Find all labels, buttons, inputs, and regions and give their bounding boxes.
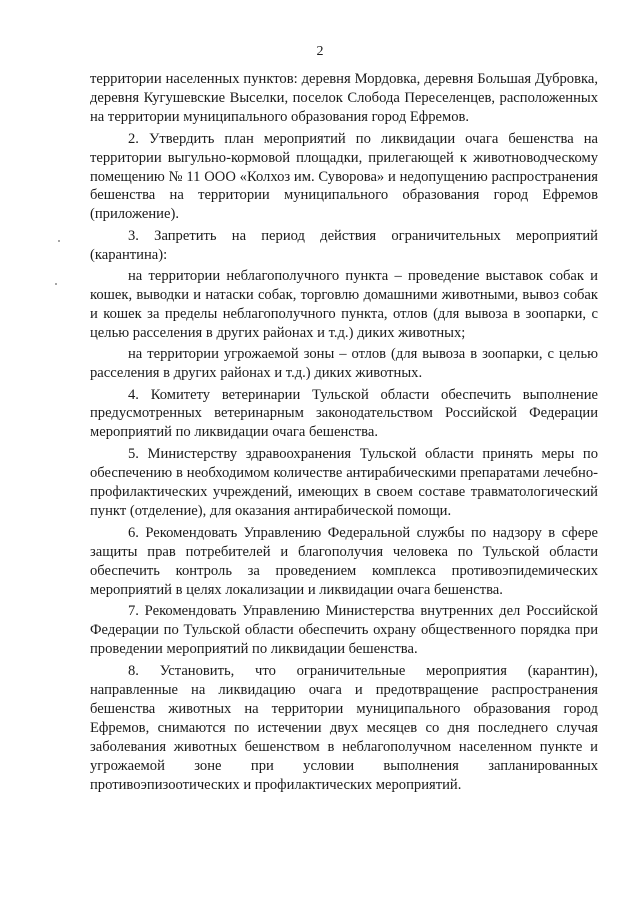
paragraph-item-3: 3. Запретить на период действия ограничительных мероприятий (карантина):: [90, 228, 598, 264]
paragraph-item-2: 2. Утвердить план мероприятий по ликвидации очага бешенства на территории выгульно-кормовой площадки, прилегающей к животноводческому помещению № 11 ООО «Колхоз им. Суворова» и недопущению распространения бешенства на территории муниципального образования город Ефремов (приложение).: [90, 130, 598, 223]
scan-speck: [58, 240, 60, 242]
paragraph-item-4: 4. Комитету ветеринарии Тульской области обеспечить выполнение предусмотренных ветеринарным законодательством Российской Федерации мероприятий по ликвидации очага бешенства.: [90, 386, 598, 441]
paragraph-continuation: территории населенных пунктов: деревня Мордовка, деревня Большая Дубровка, деревня Кугушевские Выселки, поселок Слобода Переселенцев, расположенных на территории муниципального образования город Ефремов.: [90, 71, 598, 125]
paragraph-item-3-affected-point: на территории неблагополучного пункта – проведение выставок собак и кошек, выводки и натаски собак, торговлю домашними животными, вывоз собак и кошек за пределы неблагополучного пункта, отлов (для вывоза в зоопарки, с целью расселения в других районах и т.д.) диких животных;: [90, 268, 598, 341]
paragraph-item-7: 7. Рекомендовать Управлению Министерства внутренних дел Российской Федерации по Тульской области обеспечить охрану общественного порядка при проведении мероприятий по ликвидации бешенства.: [90, 603, 598, 658]
paragraph-item-5: 5. Министерству здравоохранения Тульской области принять меры по обеспечению в необходимом количестве антирабическими препаратами лечебно-профилактических учреждений, имеющих в своем составе травматологический пункт (отделение), для оказания антирабической помощи.: [90, 446, 598, 519]
paragraph-item-3-threatened-zone: на территории угрожаемой зоны – отлов (для вывоза в зоопарки, с целью расселения в других районах и т.д.) диких животных.: [90, 345, 598, 381]
page-number: 2: [316, 44, 324, 59]
document-body: [90, 70, 598, 795]
scan-speck: [55, 283, 57, 285]
paragraph-item-6: 6. Рекомендовать Управлению Федеральной службы по надзору в сфере защиты прав потребителей и благополучия человека по Тульской области обеспечить контроль за проведением комплекса противоэпидемических мероприятий в целях локализации и ликвидации очага бешенства.: [90, 524, 598, 598]
paragraph-item-8: 8. Установить, что ограничительные мероприятия (карантин), направленные на ликвидацию очага и предотвращение распространения бешенства животных на территории муниципального образования город Ефремов, снимаются по истечении двух месяцев со дня последнего случая заболевания животных бешенством в неблагополучном населенном пункте и угрожаемой зоне при условии выполнения запланированных противоэпизоотических и профилактических мероприятий.: [90, 663, 598, 793]
